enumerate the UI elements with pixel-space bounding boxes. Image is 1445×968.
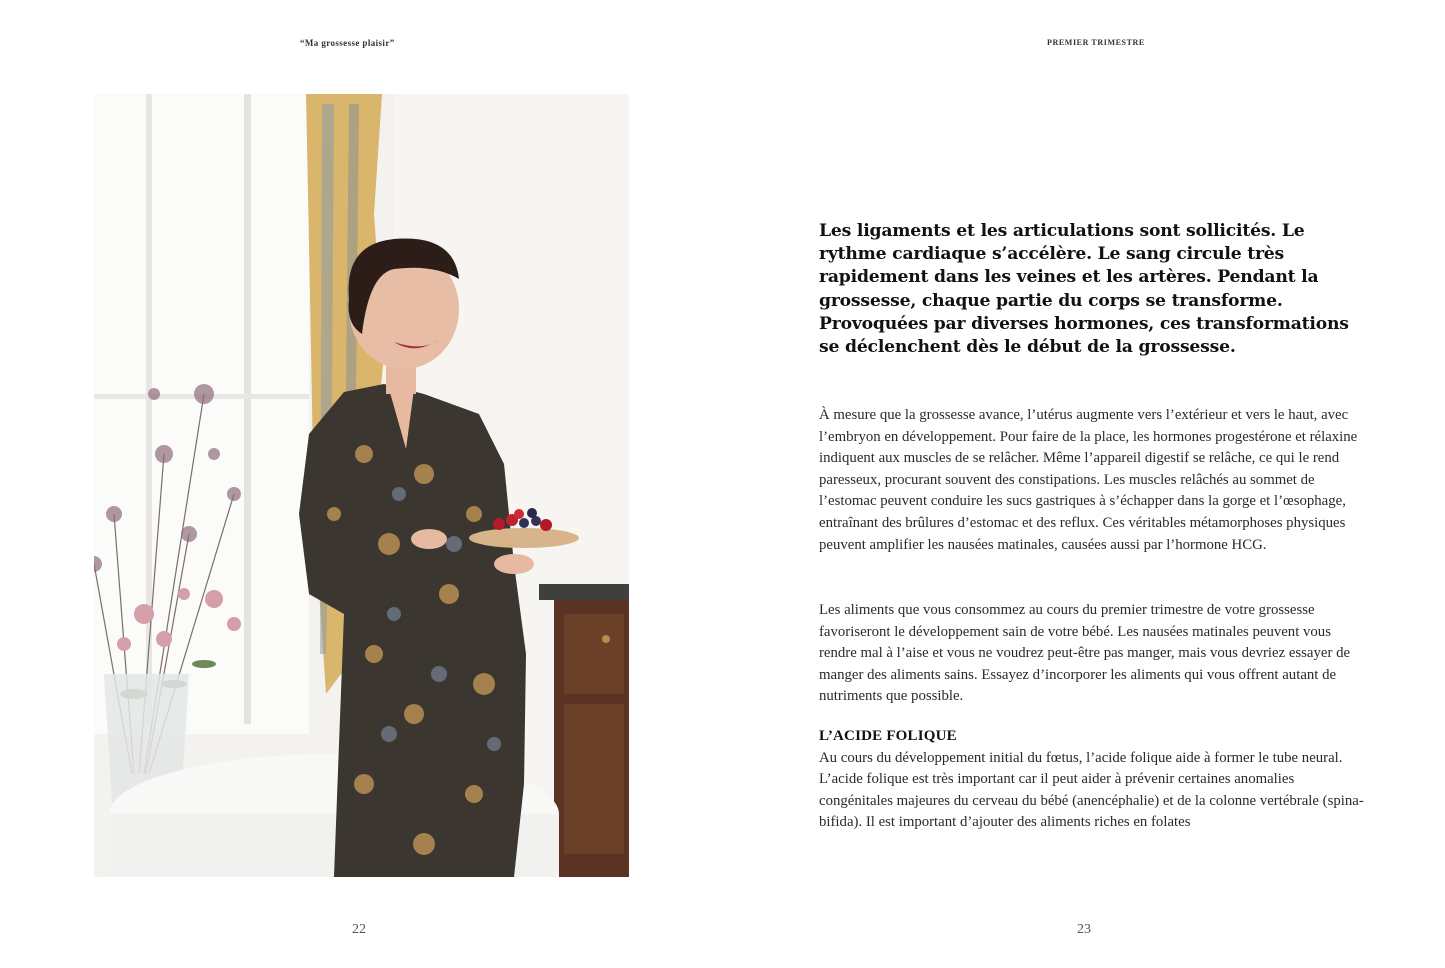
section-title: L’ACIDE FOLIQUE	[819, 728, 957, 744]
running-head: PREMIER TRIMESTRE	[1047, 38, 1145, 47]
section-folic-acid	[819, 726, 1364, 834]
running-head: “Ma grossesse plaisir”	[300, 38, 395, 48]
body-paragraph	[819, 405, 1364, 556]
page-number: 22	[352, 922, 366, 937]
left-page	[0, 0, 722, 968]
paragraph-text: À mesure que la grossesse avance, l’utérus augmente vers l’extérieur et vers le haut, avec l’embryon en développement. Pour faire de la place, les hormones progestérone et rélaxine indiquent aux muscles de se relâcher. Même l’appareil digestif se relâche, ce qui le rend paresseux, procurant souvent des constipations. Les muscles relâchés au sommet de l’estomac peuvent conduire les sucs gastriques à s’échapper dans la gorge et l’œsophage, entraînant des brûlures d’estomac et des reflux. Ces véritables métamorphoses physiques peuvent amplifier les nausées matinales, causées aussi par l’hormone HCG.	[819, 407, 1358, 553]
section-text: Au cours du développement initial du fœtus, l’acide folique aide à former le tube neural. L’acide folique est très important car il peut aider à prévenir certaines anomalies congénitales majeures du cerveau du bébé (anencéphalie) et de la colonne vertébrale (spina-bifida). Il est important d’ajouter des aliments riches en folates	[819, 749, 1364, 831]
body-paragraph	[819, 600, 1364, 708]
photo-woman-holding-berry-plate	[94, 94, 629, 877]
right-page	[722, 0, 1445, 968]
page-number: 23	[1077, 922, 1091, 937]
paragraph-text: Les aliments que vous consommez au cours du premier trimestre de votre grossesse favoriseront le développement sain de votre bébé. Les nausées matinales peuvent vous rendre mal à l’aise et vous ne voudrez peut-être pas manger, mais vous devriez essayer de manger des aliments sains. Essayez d’incorporer les aliments qui vous offrent autant de nutriments que possible.	[819, 602, 1351, 705]
lead-paragraph: Les ligaments et les articulations sont sollicités. Le rythme cardiaque s’accélère. Le sang circule très rapidement dans les veines et les artères. Pendant la grossesse, chaque partie du corps se transforme. Provoquées par diverses hormones, ces transformations se déclenchent dès le début de la grossesse.	[819, 221, 1349, 358]
